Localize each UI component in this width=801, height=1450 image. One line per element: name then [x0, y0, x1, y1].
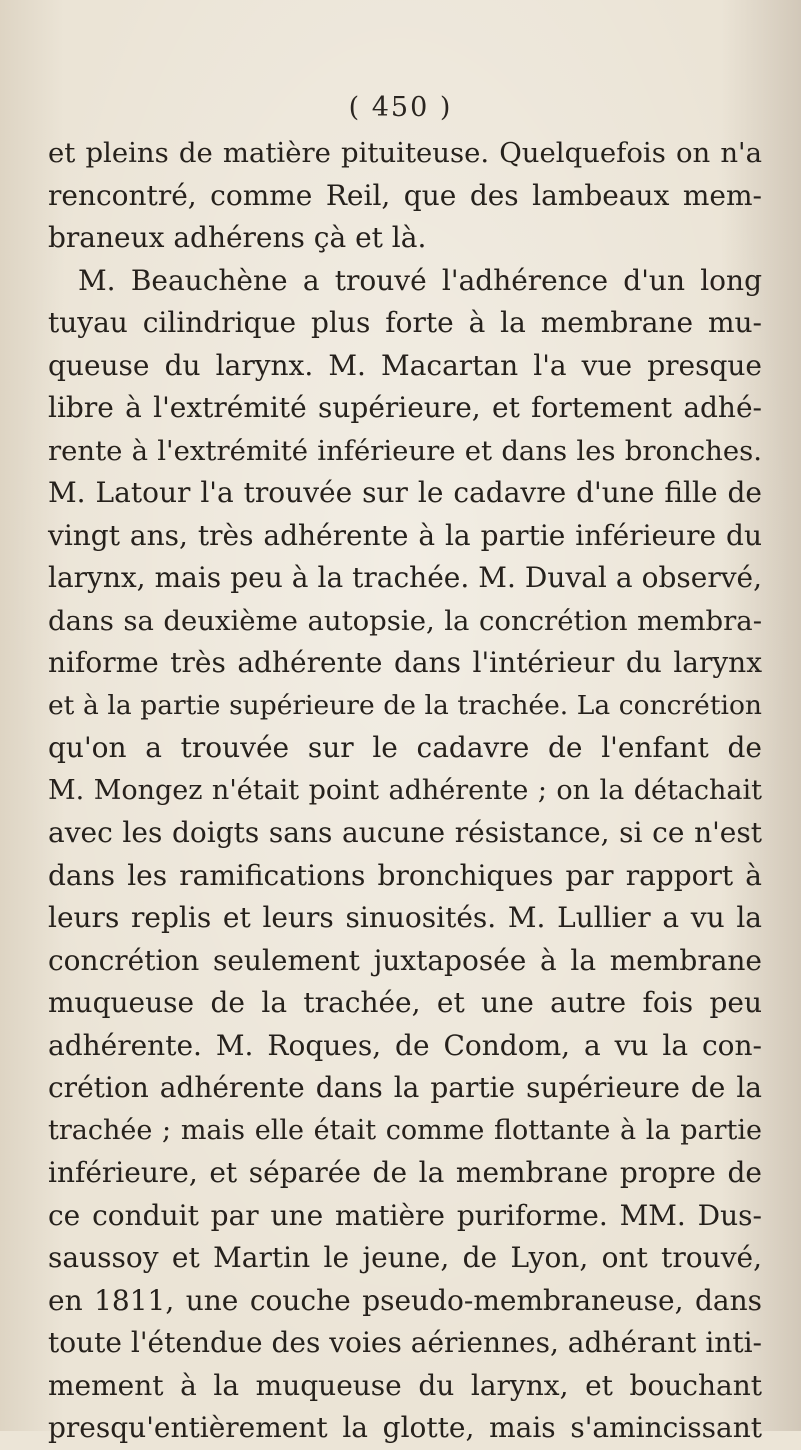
text-line: niforme très adhérente dans l'intérieur du larynx — [48, 646, 762, 679]
text-line: qu'on a trouvée sur le cadavre de l'enfant de — [48, 731, 762, 764]
text-line: dans sa deuxième autopsie, la concrétion membra- — [48, 604, 762, 637]
body-text — [48, 132, 762, 1450]
text-line: presqu'entièrement la glotte, mais s'amincissant — [48, 1411, 762, 1444]
text-line: en 1811, une couche pseudo-membraneuse, dans — [48, 1283, 762, 1317]
text-line: et pleins de matière pituiteuse. Quelquefois on n'a — [48, 137, 762, 169]
text-line: M. Latour l'a trouvée sur le cadavre d'une fille de — [48, 476, 762, 509]
text-line: mement à la muqueuse du larynx, et bouchant — [48, 1368, 762, 1402]
text-line: trachée ; mais elle était comme flottante à la partie — [48, 1114, 762, 1146]
text-line: M. Beauchène a trouvé l'adhérence d'un long — [78, 263, 762, 297]
text-line: adhérente. M. Roques, de Condom, a vu la con- — [48, 1028, 762, 1062]
text-line: vingt ans, très adhérente à la partie inférieure du — [48, 518, 762, 552]
text-line: inférieure, et séparée de la membrane propre de — [48, 1156, 762, 1189]
text-line: leurs replis et leurs sinuosités. M. Lullier a vu la — [48, 901, 762, 934]
text-line: queuse du larynx. M. Macartan l'a vue presque — [48, 348, 762, 382]
text-line: ce conduit par une matière puriforme. MM. Dus- — [48, 1198, 762, 1232]
text-line: concrétion seulement juxtaposée à la membrane — [48, 943, 762, 977]
text-line: avec les doigts sans aucune résistance, si ce n'est — [48, 816, 762, 849]
text-line: et à la partie supérieure de la trachée. La concrétion — [48, 689, 762, 721]
text-line: M. Mongez n'était point adhérente ; on la détachait — [48, 774, 762, 806]
text-line: rencontré, comme Reil, que des lambeaux mem- — [48, 178, 762, 212]
text-line: crétion adhérente dans la partie supérieure de la — [48, 1071, 762, 1104]
text-line: larynx, mais peu à la trachée. M. Duval a observé, — [48, 561, 762, 594]
text-line: muqueuse de la trachée, et une autre fois peu — [48, 986, 762, 1019]
text-line: rente à l'extrémité inférieure et dans les bronches. — [48, 434, 762, 467]
text-line: braneux adhérens çà et là. — [48, 221, 427, 254]
text-line: dans les ramifications bronchiques par rapport à — [48, 858, 762, 892]
text-line: saussoy et Martin le jeune, de Lyon, ont trouvé, — [48, 1241, 762, 1274]
text-line: libre à l'extrémité supérieure, et fortement adhé- — [48, 391, 762, 424]
text-line: tuyau cilindrique plus forte à la membrane mu- — [48, 306, 762, 339]
page-number: ( 450 ) — [348, 92, 453, 123]
text-line: toute l'étendue des voies aériennes, adhérant inti- — [48, 1326, 762, 1359]
